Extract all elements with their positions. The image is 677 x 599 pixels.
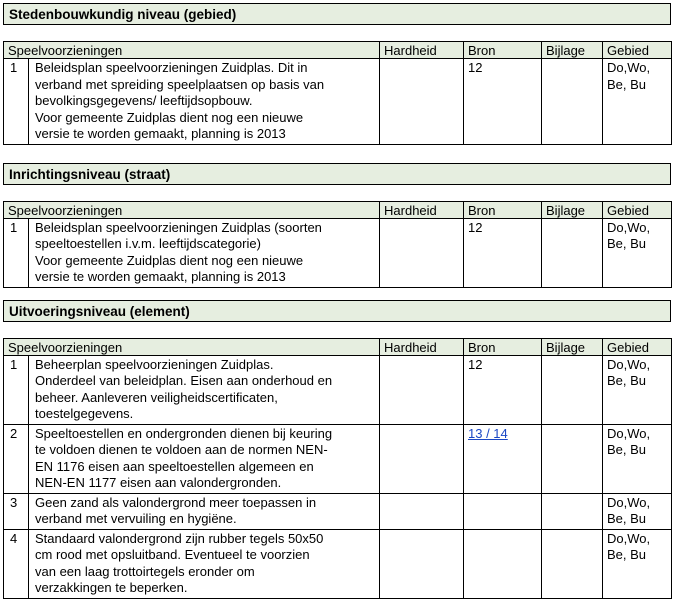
description-line: Beheerplan speelvoorzieningen Zuidplas. <box>35 356 274 372</box>
row-bijlage <box>542 493 603 529</box>
col-header-hardheid: Hardheid <box>380 201 464 218</box>
row-hardheid <box>380 424 464 493</box>
row-bijlage <box>542 529 603 598</box>
row-gebied <box>603 355 672 424</box>
description-line: cm rood met opsluitband. Eventueel te voorzien <box>35 547 310 562</box>
description-line: toestelgegevens. <box>35 406 134 421</box>
table-header-row <box>4 42 672 59</box>
col-header-gebied: Gebied <box>603 338 672 355</box>
description-line: te voldoen dienen te voldoen aan de normen NEN- <box>35 442 328 457</box>
description-line: Beleidsplan speelvoorzieningen Zuidplas (soorten <box>35 219 322 235</box>
gebied-line: Do,Wo, <box>607 530 651 546</box>
gebied-line: Be, Bu <box>607 76 647 92</box>
gebied-line: Do,Wo, <box>607 219 651 235</box>
table-header-row <box>4 338 672 355</box>
gebied-line: Do,Wo, <box>607 494 651 510</box>
description-line: EN 1176 eisen aan speeltoestellen algemeen en <box>35 458 314 474</box>
section-title-inrichtingsniveau: Inrichtingsniveau (straat) <box>3 163 671 185</box>
gebied-line: Do,Wo, <box>607 60 651 75</box>
row-description <box>29 355 380 424</box>
description-line: Speeltoestellen en ondergronden dienen bij keuring <box>35 425 333 441</box>
gebied-line: Do,Wo, <box>607 356 651 372</box>
description-line: verband met vervuiling en hygiëne. <box>35 511 237 526</box>
col-header-bron: Bron <box>464 338 542 355</box>
description-line: speeltoestellen i.v.m. leeftijdscategorie) <box>35 236 261 251</box>
gebied-line: Do,Wo, <box>607 425 651 441</box>
row-description <box>29 493 380 529</box>
description-line: Standaard valondergrond zijn rubber tegels 50x50 <box>35 530 324 546</box>
section-title-stedenbouwkundig: Stedenbouwkundig niveau (gebied) <box>3 3 671 25</box>
row-description <box>29 59 380 145</box>
gebied-line: Be, Bu <box>607 442 647 457</box>
col-header-bron: Bron <box>464 201 542 218</box>
row-bron: 12 <box>464 59 542 145</box>
row-bijlage <box>542 218 603 287</box>
description-line: bevolkingsgegevens/ leeftijdsopbouw. <box>35 93 253 108</box>
description-line: verband met spreiding speelplaatsen op basis van <box>35 76 325 92</box>
description-line: Geen zand als valondergrond meer toepassen in <box>35 494 317 510</box>
gebied-line: Be, Bu <box>607 547 647 562</box>
description-line: van een laag trottoirtegels eronder om <box>35 563 255 579</box>
table-header-row <box>4 201 672 218</box>
table-inrichtingsniveau <box>3 201 672 288</box>
row-gebied <box>603 218 672 287</box>
description-line: Voor gemeente Zuidplas dient nog een nieuwe <box>35 252 304 268</box>
row-bijlage <box>542 59 603 145</box>
description-line: NEN-EN 1177 eisen aan valondergronden. <box>35 475 282 490</box>
col-header-bijlage: Bijlage <box>542 338 603 355</box>
row-gebied <box>603 59 672 145</box>
col-header-hardheid: Hardheid <box>380 338 464 355</box>
col-header-speelvoorzieningen: Speelvoorzieningen <box>4 338 380 355</box>
gebied-line: Be, Bu <box>607 373 647 388</box>
gebied-line: Be, Bu <box>607 511 647 526</box>
table-row <box>4 493 672 529</box>
col-header-speelvoorzieningen: Speelvoorzieningen <box>4 42 380 59</box>
row-number: 1 <box>4 59 29 145</box>
row-bijlage <box>542 424 603 493</box>
row-description <box>29 424 380 493</box>
table-uitvoeringsniveau <box>3 338 672 599</box>
col-header-gebied: Gebied <box>603 42 672 59</box>
table-row <box>4 529 672 598</box>
row-bron <box>464 493 542 529</box>
description-line: versie te worden gemaakt, planning is 2013 <box>35 269 286 284</box>
description-line: verzakkingen te beperken. <box>35 580 188 595</box>
row-hardheid <box>380 355 464 424</box>
table-row <box>4 59 672 145</box>
description-line: Beleidsplan speelvoorzieningen Zuidplas. Dit in <box>35 60 308 75</box>
col-header-gebied: Gebied <box>603 201 672 218</box>
row-bron <box>464 529 542 598</box>
section-title-uitvoeringsniveau: Uitvoeringsniveau (element) <box>3 300 671 322</box>
description-line: beheer. Aanleveren veiligheidscertificaten, <box>35 389 278 405</box>
col-header-bijlage: Bijlage <box>542 201 603 218</box>
document-page <box>3 3 671 599</box>
row-bron <box>464 424 542 493</box>
bron-link[interactable]: 13 / 14 <box>468 425 508 441</box>
row-hardheid <box>380 493 464 529</box>
col-header-hardheid: Hardheid <box>380 42 464 59</box>
table-row <box>4 424 672 493</box>
row-hardheid <box>380 529 464 598</box>
row-bron: 12 <box>464 218 542 287</box>
col-header-speelvoorzieningen: Speelvoorzieningen <box>4 201 380 218</box>
col-header-bron: Bron <box>464 42 542 59</box>
description-line: Voor gemeente Zuidplas dient nog een nieuwe <box>35 109 304 125</box>
row-description <box>29 218 380 287</box>
row-bijlage <box>542 355 603 424</box>
col-header-bijlage: Bijlage <box>542 42 603 59</box>
gebied-line: Be, Bu <box>607 236 647 251</box>
row-number: 4 <box>4 529 29 598</box>
row-bron: 12 <box>464 355 542 424</box>
table-stedenbouwkundig <box>3 41 672 145</box>
table-row <box>4 218 672 287</box>
row-gebied <box>603 493 672 529</box>
row-number: 2 <box>4 424 29 493</box>
row-gebied <box>603 529 672 598</box>
row-number: 1 <box>4 218 29 287</box>
description-line: Onderdeel van beleidplan. Eisen aan onderhoud en <box>35 373 333 388</box>
row-description <box>29 529 380 598</box>
row-hardheid <box>380 59 464 145</box>
row-number: 1 <box>4 355 29 424</box>
row-number: 3 <box>4 493 29 529</box>
description-line: versie te worden gemaakt, planning is 2013 <box>35 126 286 141</box>
row-gebied <box>603 424 672 493</box>
row-hardheid <box>380 218 464 287</box>
table-row <box>4 355 672 424</box>
